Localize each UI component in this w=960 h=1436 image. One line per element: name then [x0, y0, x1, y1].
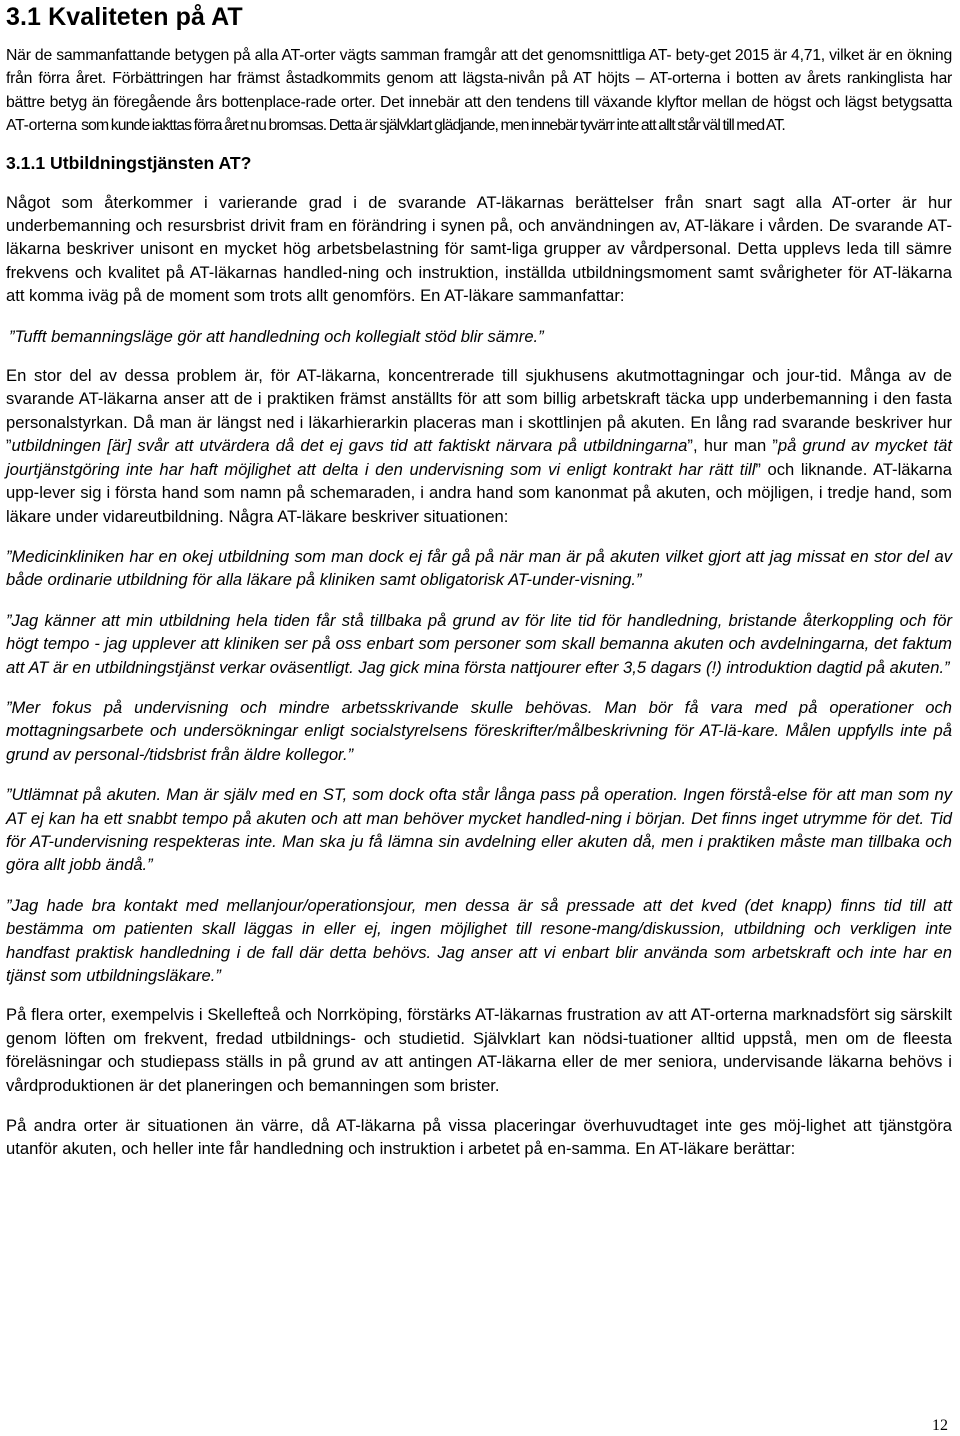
section-heading: 3.1 Kvaliteten på AT [6, 3, 243, 31]
intro-paragraph [6, 44, 952, 138]
body-paragraph-4: På andra orter är situationen än värre, då AT-läkarna på vissa placeringar överhuvudtaget inte ges möj-lighet att tjänstgöra utanför akuten, och heller inte får handledning och instruktion i arbetet på en-samma. En AT-läkare berättar: [6, 1116, 952, 1159]
paragraph-2-quote-b: på grund av mycket tät jourtjänstgöring inte har haft möjlighet att delta i den undervisning som vi enligt kontrakt har rätt till [6, 436, 952, 479]
paragraph-2-text-c: ”, hur man ” [687, 436, 778, 456]
subsection-heading: 3.1.1 Utbildningstjänsten AT? [6, 152, 252, 173]
body-paragraph-1: Något som återkommer i varierande grad i de svarande AT-läkarnas berättelser från snart sagt alla AT-orter är hur underbemanning och resursbrist drivit fram en förändring i synen på, och användningen av, AT-läkare i vården. De svarande AT-läkarna beskriver unisont en mycket hög arbetsbelastning för samt-liga grupper av vårdpersonal. Detta upplevs leda till sämre frekvens och kvalitet på AT-läkarnas handled-ning och instruktion, inställda utbildningsmoment samt svårigheter för AT-läkarna att komma iväg på de moment som trots allt genomförs. En AT-läkare sammanfattar: [6, 192, 952, 306]
body-paragraph-2 [6, 364, 952, 528]
quote-2: ”Medicinkliniken har en okej utbildning som man dock ej får gå på när man är på akuten vilket gjort att jag missat en stor del av både ordinarie utbildning för alla läkare på kliniken samt obligatorisk AT-under-visning.” [6, 546, 952, 590]
paragraph-2-quote-a: utbildningen [är] svår att utvärdera då det ej gavs tid att faktiskt närvara på utbildningarna [11, 436, 688, 456]
intro-text-part1: När de sammanfattande betygen på alla AT-orter vägts samman framgår att det genomsnittliga AT- bety-get 2015 är 4,71, vilket är en ökning från förra året. Förbättringen har främst åstadkommits genom att lägsta-nivån på AT höjts – AT-orterna i botten av årets rankinglista har bättre betyg än föregående års bottenplace-rade orter. Det innebär att den tendens till växande klyftor mellan de högst och lägst betygsatta AT-orterna [6, 47, 952, 135]
quote-3: ”Jag känner att min utbildning hela tiden får stå tillbaka på grund av för lite tid för handledning, bristande återkoppling och för högt tempo - jag upplever att kliniken ser på oss enbart som personer som skall bemanna akuten och avdelningarna, det faktum att AT är en utbildningstjänst verkar oväsentligt. Jag gick mina första nattjourer efter 3,5 dagars (!) introduktion dagtid på akuten.” [6, 610, 952, 677]
intro-text-part2: som kunde iakttas förra året nu bromsas. Detta är självklart glädjande, men innebär tyvärr inte att allt står väl till med AT. [81, 117, 785, 135]
quote-1: ”Tufft bemanningsläge gör att handledning och kollegialt stöd blir sämre.” [9, 326, 544, 346]
page-number: 12 [932, 1417, 948, 1434]
quote-6: ”Jag hade bra kontakt med mellanjour/operationsjour, men dessa är så pressade att det kved (det knapp) finns tid till att bestämma om patienten skall läggas in eller ej, ingen möjlighet till resone-mang/diskussion, utbildning och verkligen inte handfast praktisk handledning i de fall där detta behövs. Jag anser att vi enbart blir använda som arbetskraft och inte har en tjänst som utbildningsläkare.” [6, 895, 952, 985]
document-page [6, 0, 952, 1161]
quote-5: ”Utlämnat på akuten. Man är själv med en ST, som dock ofta står långa pass på operation. Ingen förstå-else för att man som ny AT ej kan ha ett snabbt tempo på akuten och att man behöver mycket handled-ning i början. Det finns inget utrymme för det. Tid för AT-undervisning respekteras inte. Man ska ju få lämna sin avdelning eller akuten då, men i praktiken måste man tillbaka och göra allt jobb ändå.” [6, 785, 952, 875]
paragraph-2-text-a: En stor del av dessa problem är, för AT-läkarna, koncentrerade till sjukhusens akutmottagningar och jour-tid. Många av de svarande AT-läkarna anser att de i praktiken främst anställts för att som billig arbetskraft täcka upp underbemanning i den fasta personalstyrkan. Då man är längst ned i läkarhierarkin placeras man i skottlinjen på akuten. En lång rad svarande beskriver hur ” [6, 366, 952, 456]
body-paragraph-3: På flera orter, exempelvis i Skellefteå och Norrköping, förstärks AT-läkarnas frustration av att AT-orterna marknadsfört sig särskilt genom löften om frekvent, fredad utbildnings- och studietid. Självklart kan nödsi-tuationer alltid uppstå, men om de fleesta föreläsningar och studiepass ställs in på grund av att antingen AT-läkarna eller de mer seniora, undervisande läkarna behövs i vårdproduktionen är det planeringen och bemanningen som brister. [6, 1005, 952, 1095]
paragraph-2-text-e: ” och liknande. AT-läkarna upp-lever sig i första hand som namn på schemaraden, i andra hand som kanonmat på akuten, och möjligen, i tredje hand, som läkare under vidareutbildning. Några AT-läkare beskriver situationen: [6, 459, 952, 526]
quote-4: ”Mer fokus på undervisning och mindre arbetsskrivande skulle behövas. Man bör få vara med på operationer och mottagningsarbete och undersökningar enligt socialstyrelsens föreskrifter/målbeskrivning för AT-lä-kare. Målen uppfylls inte på grund av personal-/tidsbrist från äldre kollegor.” [6, 697, 952, 764]
